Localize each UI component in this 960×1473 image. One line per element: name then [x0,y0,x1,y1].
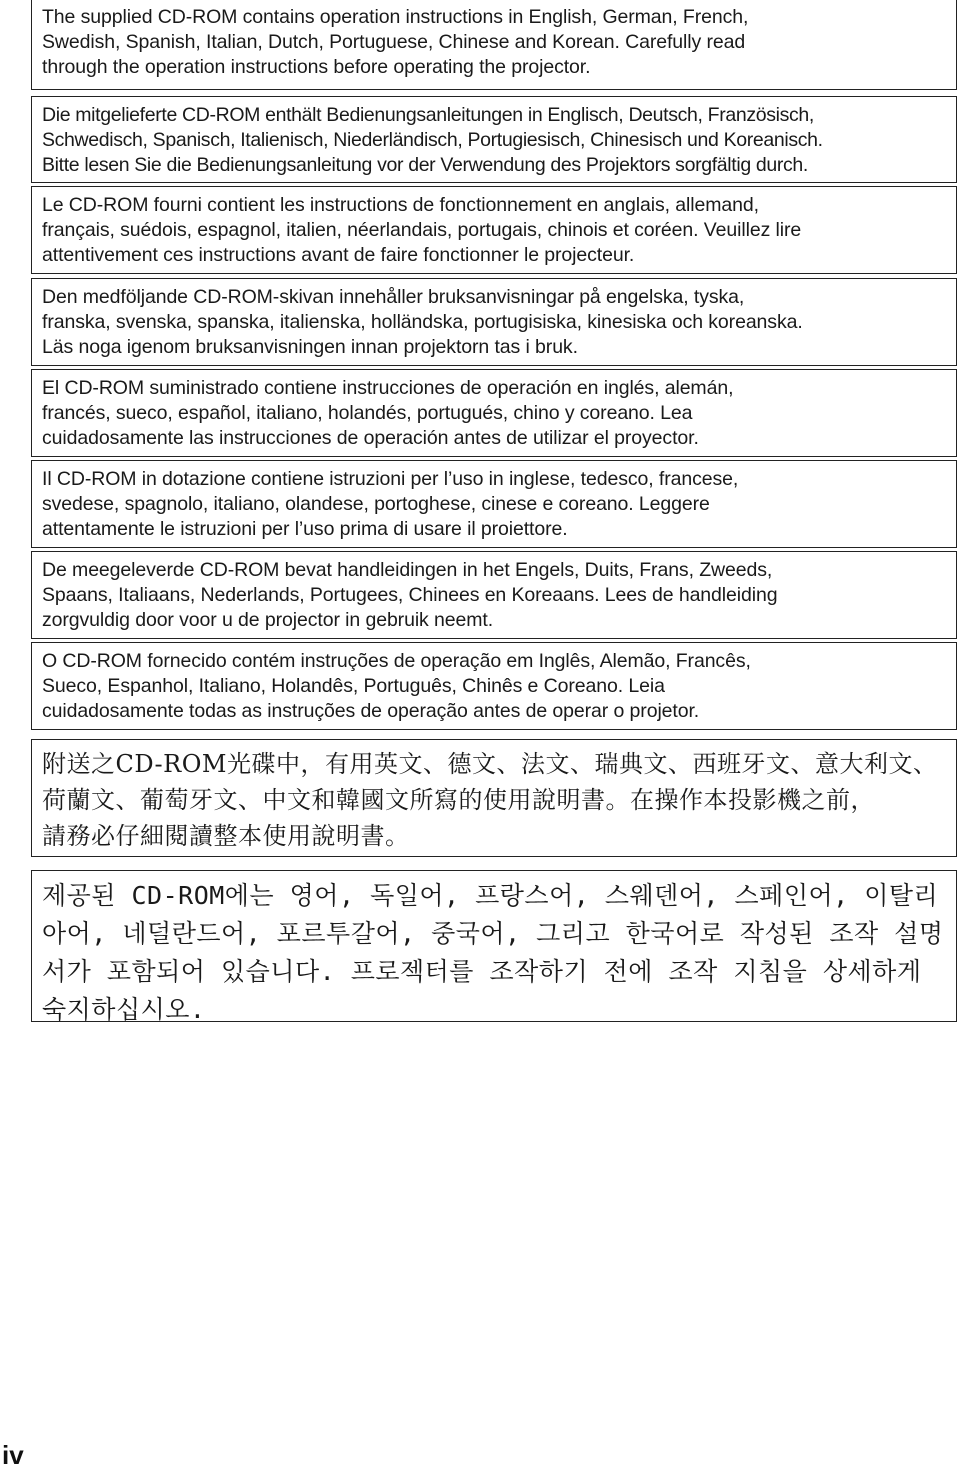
notice-text-dutch: De meegeleverde CD-ROM bevat handleidingen in het Engels, Duits, Frans, Zweeds, Spaans, Italiaans, Nederlands, Portugees, Chinees en Koreaans. Lees de handleiding zorgvuldig door voor u de projector in gebruik neemt. [42,559,778,631]
notice-text-portuguese: O CD-ROM fornecido contém instruções de operação em Inglês, Alemão, Francês, Sueco, Espanhol, Italiano, Holandês, Português, Chinês e Coreano. Leia cuidadosamente todas as instruções de operação antes de operar o projetor. [42,650,751,722]
notice-box-portuguese [31,642,957,730]
notice-text-spanish: El CD-ROM suministrado contiene instrucciones de operación en inglés, alemán, francés, sueco, español, italiano, holandés, portugués, chino y coreano. Lea cuidadosamente las instrucciones de operación antes de utilizar el proyector. [42,377,734,449]
notice-box-korean [31,870,957,1022]
notice-box-italian [31,460,957,548]
notice-box-english [31,0,957,90]
notice-text-swedish: Den medföljande CD-ROM-skivan innehåller bruksanvisningar på engelska, tyska, franska, svenska, spanska, italienska, holländska, portugisiska, kinesiska och koreanska. Läs noga igenom bruksanvisningen innan projektorn tas i bruk. [42,286,803,358]
notice-text-chinese: 附送之CD-ROM光碟中，有用英文、德文、法文、瑞典文、西班牙文、意大利文、 荷蘭文、葡萄牙文、中文和韓國文所寫的使用說明書。在操作本投影機之前， 請務必仔細閱讀整本使用說明書。 [42,750,938,850]
notice-text-french: Le CD-ROM fourni contient les instructions de fonctionnement en anglais, allemand, français, suédois, espagnol, italien, néerlandais, portugais, chinois et coréen. Veuillez lire attentivement ces instructions avant de faire fonctionner le projecteur. [42,194,802,266]
notice-text-italian: Il CD-ROM in dotazione contiene istruzioni per l’uso in inglese, tedesco, francese, svedese, spagnolo, italiano, olandese, portoghese, cinese e coreano. Leggere attentamente le istruzioni per l’uso prima di usare il proiettore. [42,468,739,540]
page-number: iv [2,1440,24,1470]
notice-box-chinese [31,739,957,857]
notice-box-spanish [31,369,957,457]
notice-text-korean: 제공된 CD-ROM에는 영어, 독일어, 프랑스어, 스웨덴어, 스페인어, 이탈리 아어, 네덜란드어, 포르투갈어, 중국어, 그리고 한국어로 작성된 조작 설명 서가 포함되어 있습니다. 프로젝터를 조작하기 전에 조작 지침을 상세하게 숙지하십시오. [42,881,944,1022]
notice-text-german: Die mitgelieferte CD-ROM enthält Bedienungsanleitungen in Englisch, Deutsch, Französisch, Schwedisch, Spanisch, Italienisch, Niederländisch, Portugiesisch, Chinesisch und Koreanisch. Bitte lesen Sie die Bedienungsanleitung vor der Verwendung des Projektors sorgfältig durch. [42,104,823,176]
notice-text-english: The supplied CD-ROM contains operation instructions in English, German, French, Swedish, Spanish, Italian, Dutch, Portuguese, Chinese and Korean. Carefully read through the operation instructions before operating the projector. [42,6,749,78]
notice-box-german [31,96,957,183]
notice-box-french [31,186,957,274]
notice-box-dutch [31,551,957,639]
notice-box-swedish [31,278,957,366]
